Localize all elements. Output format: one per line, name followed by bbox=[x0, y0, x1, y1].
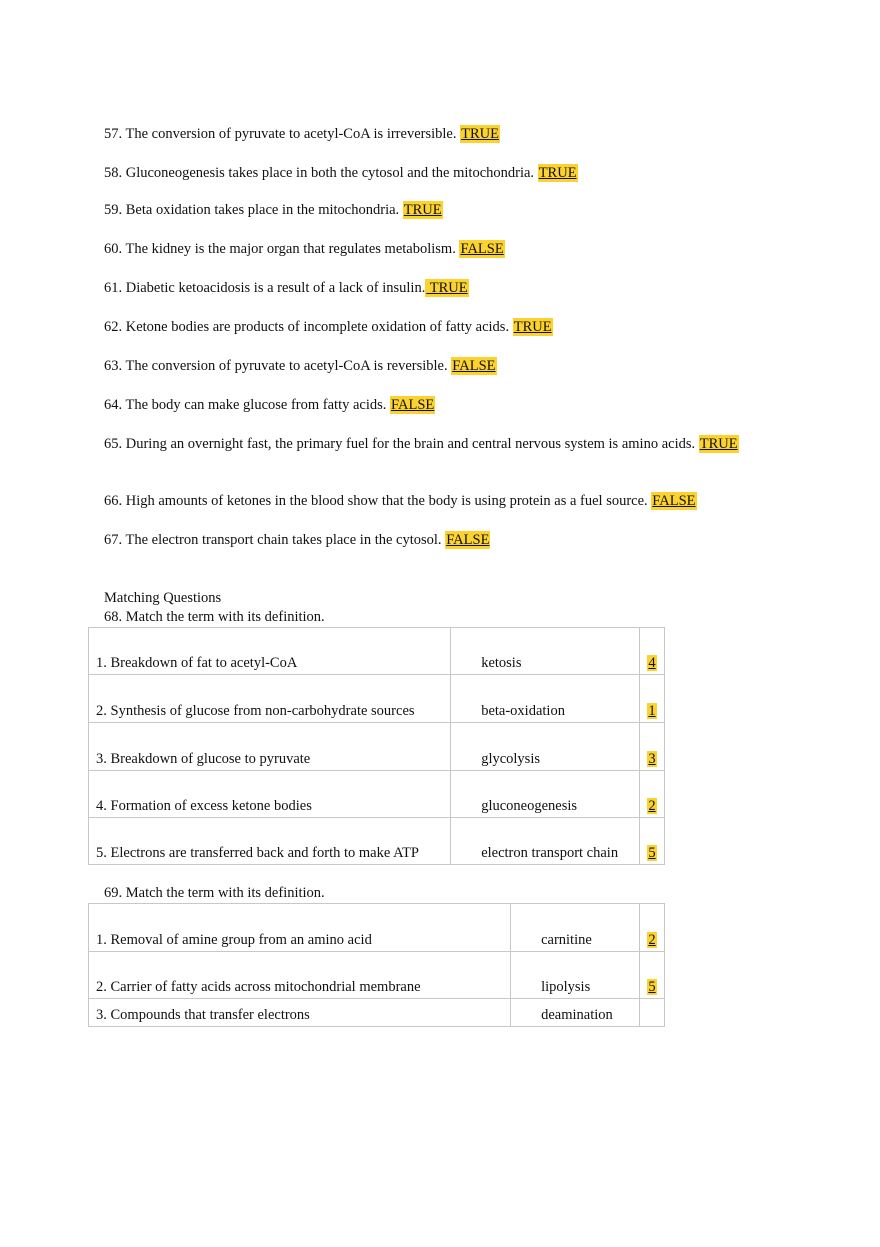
term-cell: carnitine bbox=[511, 904, 640, 952]
question-59: 59. Beta oxidation takes place in the mitochondria. TRUE bbox=[104, 202, 442, 218]
question-61: 61. Diabetic ketoacidosis is a result of a lack of insulin. TRUE bbox=[104, 280, 468, 296]
definition-cell: 3. Compounds that transfer electrons bbox=[89, 999, 511, 1027]
matching-table-69 bbox=[88, 903, 665, 1027]
term-cell: deamination bbox=[511, 999, 640, 1027]
term-cell: lipolysis bbox=[511, 952, 640, 999]
table-row bbox=[89, 628, 665, 675]
table-row bbox=[89, 675, 665, 723]
answer-highlight: FALSE bbox=[446, 532, 490, 548]
question-63: 63. The conversion of pyruvate to acetyl-CoA is reversible. FALSE bbox=[104, 358, 496, 374]
definition-cell: 3. Breakdown of glucose to pyruvate bbox=[89, 723, 451, 771]
table-row bbox=[89, 723, 665, 771]
answer-highlight: FALSE bbox=[460, 241, 504, 257]
table-row bbox=[89, 818, 665, 865]
question-69-prompt: 69. Match the term with its definition. bbox=[104, 885, 325, 901]
definition-cell: 4. Formation of excess ketone bodies bbox=[89, 771, 451, 818]
definition-cell: 2. Synthesis of glucose from non-carbohydrate sources bbox=[89, 675, 451, 723]
definition-cell: 1. Removal of amine group from an amino acid bbox=[89, 904, 511, 952]
question-58: 58. Gluconeogenesis takes place in both the cytosol and the mitochondria. TRUE bbox=[104, 165, 577, 181]
answer-highlight: 1 bbox=[648, 703, 656, 719]
term-cell: ketosis bbox=[451, 628, 640, 675]
answer-highlight: 5 bbox=[648, 845, 656, 861]
table-row bbox=[89, 904, 665, 952]
question-68-prompt: 68. Match the term with its definition. bbox=[104, 609, 325, 625]
answer-highlight: FALSE bbox=[652, 493, 696, 509]
answer-cell bbox=[640, 723, 665, 771]
definition-cell: 5. Electrons are transferred back and forth to make ATP bbox=[89, 818, 451, 865]
question-64: 64. The body can make glucose from fatty acids. FALSE bbox=[104, 397, 435, 413]
answer-cell bbox=[640, 675, 665, 723]
answer-cell bbox=[640, 999, 665, 1027]
answer-highlight: FALSE bbox=[452, 358, 496, 374]
question-66: 66. High amounts of ketones in the blood show that the body is using protein as a fuel source. FALSE bbox=[104, 493, 696, 509]
answer-highlight: TRUE bbox=[461, 126, 499, 142]
question-65: 65. During an overnight fast, the primary fuel for the brain and central nervous system is amino acids. TRUE bbox=[104, 436, 738, 452]
term-cell: electron transport chain bbox=[451, 818, 640, 865]
answer-highlight: TRUE bbox=[426, 280, 468, 296]
answer-highlight: 4 bbox=[648, 655, 656, 671]
term-cell: gluconeogenesis bbox=[451, 771, 640, 818]
answer-highlight: 2 bbox=[648, 932, 656, 948]
answer-cell bbox=[640, 771, 665, 818]
answer-cell bbox=[640, 952, 665, 999]
term-cell: glycolysis bbox=[451, 723, 640, 771]
answer-highlight: TRUE bbox=[403, 202, 442, 218]
answer-highlight: 5 bbox=[648, 979, 656, 995]
question-62: 62. Ketone bodies are products of incomplete oxidation of fatty acids. TRUE bbox=[104, 319, 552, 335]
answer-cell bbox=[640, 904, 665, 952]
definition-cell: 2. Carrier of fatty acids across mitochondrial membrane bbox=[89, 952, 511, 999]
answer-highlight: TRUE bbox=[699, 436, 738, 452]
answer-cell bbox=[640, 628, 665, 675]
answer-highlight: FALSE bbox=[391, 397, 435, 413]
definition-cell: 1. Breakdown of fat to acetyl-CoA bbox=[89, 628, 451, 675]
table-row bbox=[89, 952, 665, 999]
question-67: 67. The electron transport chain takes place in the cytosol. FALSE bbox=[104, 532, 490, 548]
answer-highlight: TRUE bbox=[513, 319, 552, 335]
table-row bbox=[89, 999, 665, 1027]
question-57: 57. The conversion of pyruvate to acetyl-CoA is irreversible. TRUE bbox=[104, 126, 499, 142]
answer-cell bbox=[640, 818, 665, 865]
matching-table-68 bbox=[88, 627, 665, 865]
answer-highlight: 3 bbox=[648, 751, 656, 767]
term-cell: beta-oxidation bbox=[451, 675, 640, 723]
question-60: 60. The kidney is the major organ that regulates metabolism. FALSE bbox=[104, 241, 504, 257]
matching-heading: Matching Questions bbox=[104, 590, 222, 606]
table-row bbox=[89, 771, 665, 818]
answer-highlight: 2 bbox=[648, 798, 656, 814]
answer-highlight: TRUE bbox=[538, 165, 577, 181]
